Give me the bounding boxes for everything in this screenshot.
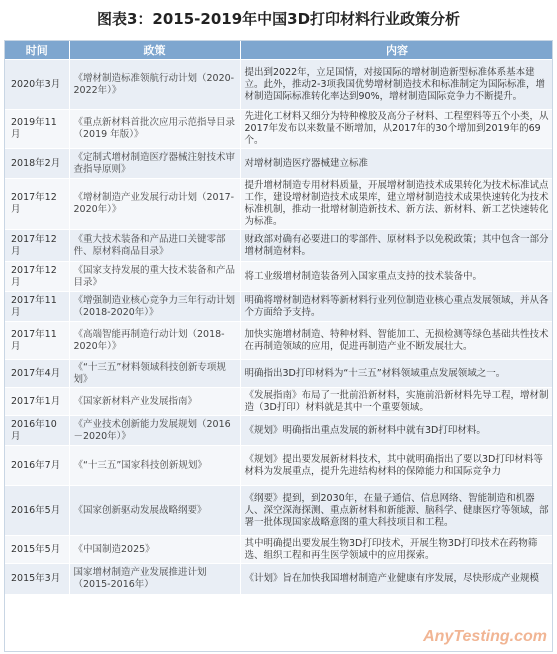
- table-row: [5, 292, 553, 322]
- policy-table: [4, 40, 553, 652]
- cell-content: 先进化工材料又细分为特种橡胶及高分子材料、工程塑料等五个小类，从2017年发布以来数量不断增加，从2017年的30个增加到2019年的69个。: [240, 110, 553, 149]
- cell-content: 财政部对确有必要进口的零部件、原材料予以免税政策；其中包含一部分增材制造材料。: [240, 230, 553, 262]
- cell-time: 2017年11月: [5, 292, 69, 322]
- cell-content: 将工业级增材制造装备列入国家重点支持的技术装备中。: [240, 262, 553, 292]
- table-row: [5, 536, 553, 564]
- cell-policy: 《“十三五”材料领域科技创新专项规划》: [69, 360, 240, 388]
- cell-time: 2016年5月: [5, 486, 69, 536]
- table-row: [5, 149, 553, 179]
- cell-time: 2020年3月: [5, 60, 69, 110]
- table-row: [5, 179, 553, 230]
- table-row: [5, 416, 553, 446]
- page-title: 图表3：2015-2019年中国3D打印材料行业政策分析: [96, 9, 461, 28]
- cell-policy: 《定制式增材制造医疗器械注射技术审查指导原则》: [69, 149, 240, 179]
- cell-time: 2017年1月: [5, 388, 69, 416]
- watermark: AnyTesting.com: [423, 628, 547, 645]
- cell-time: 2017年12月: [5, 179, 69, 230]
- table-row: [5, 322, 553, 360]
- cell-content: 提出到2022年，立足国情，对接国际的增材制造新型标准体系基本建立。此外，推动2-3项我国优势增材制造技术和标准制定为国际标准，增材制造国际标准转化率达到90%，增材制造国际竞争力不断提升。: [240, 60, 553, 110]
- cell-time: 2015年5月: [5, 536, 69, 564]
- cell-content: 加快实施增材制造、特种材料、智能加工、无损检测等绿色基础共性技术在再制造领域的应用，促进再制造产业不断发展壮大。: [240, 322, 553, 360]
- table-row: [5, 110, 553, 149]
- cell-policy: 《“十三五”国家科技创新规划》: [69, 446, 240, 486]
- cell-content: 《计划》旨在加快我国增材制造产业健康有序发展，尽快形成产业规模: [240, 564, 553, 594]
- cell-time: 2016年10月: [5, 416, 69, 446]
- cell-time: 2015年3月: [5, 564, 69, 594]
- column-header-time: 时间: [5, 41, 69, 60]
- cell-time: 2017年12月: [5, 230, 69, 262]
- cell-content: 对增材制造医疗器械建立标准: [240, 149, 553, 179]
- cell-content: 提升增材制造专用材料质量，开展增材制造技术成果转化为技术标准试点工作，建设增材制造技术成果库，建立增材制造技术成果快速转化为技术标准机制，推动一批增材制造新技术、新方法、新材料、新工艺快速转化为标准。: [240, 179, 553, 230]
- cell-policy: 《中国制造2025》: [69, 536, 240, 564]
- column-header-policy: 政策: [69, 41, 240, 60]
- cell-policy: 《国家创新驱动发展战略纲要》: [69, 486, 240, 536]
- table-row: [5, 60, 553, 110]
- cell-time: 2017年11月: [5, 322, 69, 360]
- cell-policy: 国家增材制造产业发展推进计划（2015-2016年）: [69, 564, 240, 594]
- table-row: [5, 262, 553, 292]
- cell-policy: 《增材制造产业发展行动计划（2017-2020年）》: [69, 179, 240, 230]
- cell-time: 2017年12月: [5, 262, 69, 292]
- cell-policy: 《高端智能再制造行动计划（2018-2020年）》: [69, 322, 240, 360]
- cell-policy: 《增材制造标准领航行动计划（2020-2022年）》: [69, 60, 240, 110]
- cell-time: 2018年2月: [5, 149, 69, 179]
- table-row: [5, 388, 553, 416]
- cell-content: 《规划》提出要发展新材料技术，其中就明确指出了要以3D打印材料等材料为发展重点，提升先进结构材料的保障能力和国际竞争力: [240, 446, 553, 486]
- table-row: [5, 486, 553, 536]
- cell-time: 2019年11月: [5, 110, 69, 149]
- cell-content: 《规划》明确指出重点发展的新材料中就有3D打印材料。: [240, 416, 553, 446]
- cell-content: 《发展指南》布局了一批前沿新材料，实施前沿新材料先导工程，增材制造（3D打印）材料就是其中一个重要领域。: [240, 388, 553, 416]
- cell-policy: 《增强制造业核心竞争力三年行动计划（2018-2020年）》: [69, 292, 240, 322]
- cell-policy: 《国家新材料产业发展指南》: [69, 388, 240, 416]
- cell-content: 明确指出3D打印材料为“十三五”材料领域重点发展领域之一。: [240, 360, 553, 388]
- cell-content: 《纲要》提到，到2030年，在量子通信、信息网络、智能制造和机器人、深空深海探测、重点新材料和新能源、脑科学、健康医疗等领域，部署一批体现国家战略意图的重大科技项目和工程。: [240, 486, 553, 536]
- cell-time: 2016年7月: [5, 446, 69, 486]
- table-header-row: [5, 41, 553, 60]
- table-row: [5, 564, 553, 594]
- column-header-content: 内容: [240, 41, 553, 60]
- cell-content: 其中明确提出要发展生物3D打印技术，开展生物3D打印技术在药物筛选、组织工程和再生医学领域中的应用探索。: [240, 536, 553, 564]
- table-row: [5, 360, 553, 388]
- cell-time: 2017年4月: [5, 360, 69, 388]
- cell-policy: 《国家支持发展的重大技术装备和产品目录》: [69, 262, 240, 292]
- table-row: [5, 446, 553, 486]
- table-row: [5, 230, 553, 262]
- cell-policy: 《重大技术装备和产品进口关键零部件、原材料商品目录》: [69, 230, 240, 262]
- cell-policy: 《产业技术创新能力发展规划（2016－2020年）》: [69, 416, 240, 446]
- cell-policy: 《重点新材料首批次应用示范指导目录（2019 年版）》: [69, 110, 240, 149]
- cell-content: 明确将增材制造材料等新材料行业列位制造业核心重点发展领域，并从各个方面给予支持。: [240, 292, 553, 322]
